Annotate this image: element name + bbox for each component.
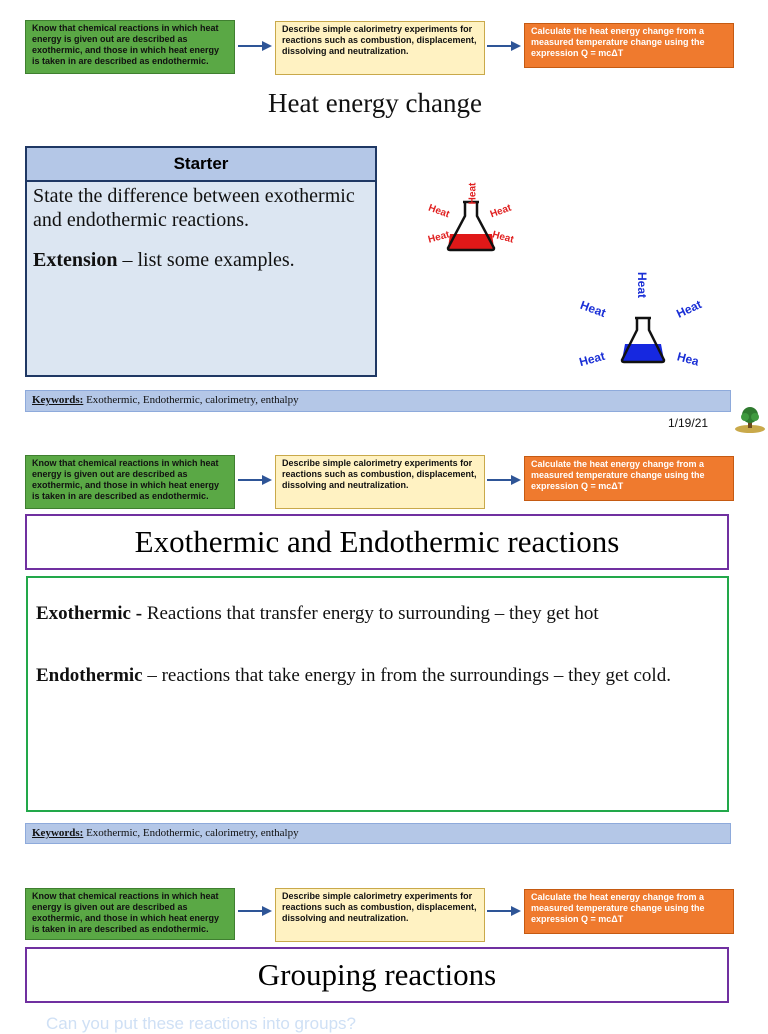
endothermic-label: Endothermic xyxy=(36,665,143,686)
endothermic-definition xyxy=(36,664,719,688)
heat-label: Heat xyxy=(674,297,704,321)
slide-date: 1/19/21 xyxy=(668,416,709,430)
objective-exothermic: Know that chemical reactions in which heat energy is given out are described as exothermic, and those in which heat energy is taken in are described as endothermic. xyxy=(25,20,235,74)
page-title: Heat energy change xyxy=(268,88,482,118)
objective-calorimetry: Describe simple calorimetry experiments for reactions such as combustion, displacement, dissolving and neutralization. xyxy=(275,455,485,509)
exothermic-label: Exothermic - xyxy=(36,603,143,624)
heat-label: Hea xyxy=(675,349,701,369)
arrow-icon xyxy=(487,474,521,486)
keywords-label: Keywords: xyxy=(32,394,84,406)
definitions-box xyxy=(26,576,729,812)
heat-label: Heat xyxy=(488,202,513,221)
objective-calculate: Calculate the heat energy change from a measured temperature change using the expression Q = mcΔT xyxy=(524,889,734,934)
heat-label: Heat xyxy=(577,348,607,370)
arrow-icon xyxy=(238,474,272,486)
exothermic-flask-icon xyxy=(446,200,496,252)
objective-exothermic: Know that chemical reactions in which heat energy is given out are described as exothermic, and those in which heat energy is taken in are described as endothermic. xyxy=(25,455,235,509)
keywords-bar xyxy=(25,390,731,412)
slide-title-box xyxy=(25,514,729,570)
arrow-icon xyxy=(487,905,521,917)
school-crest-icon xyxy=(734,406,766,434)
keywords-bar xyxy=(25,823,731,844)
starter-extension xyxy=(27,246,375,274)
objective-calculate: Calculate the heat energy change from a measured temperature change using the expression Q = mcΔT xyxy=(524,456,734,501)
starter-heading: Starter xyxy=(27,148,375,182)
heat-label: Heat xyxy=(426,229,451,246)
endothermic-text: – reactions that take energy in from the surroundings – they get cold. xyxy=(142,665,671,686)
keywords-label: Keywords: xyxy=(32,827,84,839)
heat-label: Heat xyxy=(426,202,451,221)
extension-label: Extension xyxy=(33,249,118,271)
arrow-icon xyxy=(238,40,272,52)
exothermic-definition xyxy=(36,602,719,626)
objective-exothermic: Know that chemical reactions in which heat energy is given out are described as exothermic, and those in which heat energy is taken in are described as endothermic. xyxy=(25,888,235,940)
starter-box xyxy=(25,146,377,377)
heat-label: Heat xyxy=(635,271,650,299)
slide-title: Exothermic and Endothermic reactions xyxy=(134,524,620,559)
starter-question: State the difference between exothermic and endothermic reactions. xyxy=(33,185,355,231)
extension-text: – list some examples. xyxy=(117,249,295,271)
objective-calculate: Calculate the heat energy change from a measured temperature change using the expression Q = mcΔT xyxy=(524,23,734,68)
heat-label: Heat xyxy=(490,229,515,246)
keywords-text: Exothermic, Endothermic, calorimetry, enthalpy xyxy=(83,827,299,839)
arrow-icon xyxy=(238,905,272,917)
keywords-text: Exothermic, Endothermic, calorimetry, enthalpy xyxy=(83,394,299,406)
slide-subtitle: Can you put these reactions into groups? xyxy=(46,1014,356,1033)
endothermic-flask-icon xyxy=(620,316,666,364)
slide-title: Grouping reactions xyxy=(257,957,497,992)
objective-calorimetry: Describe simple calorimetry experiments for reactions such as combustion, displacement, dissolving and neutralization. xyxy=(275,888,485,942)
slide-title-box xyxy=(25,947,729,1003)
heat-label: Heat xyxy=(578,297,608,321)
heat-label: Heat xyxy=(467,182,479,205)
arrow-icon xyxy=(487,40,521,52)
exothermic-text: Reactions that transfer energy to surrounding – they get hot xyxy=(142,603,599,624)
objective-calorimetry: Describe simple calorimetry experiments for reactions such as combustion, displacement, dissolving and neutralization. xyxy=(275,21,485,75)
